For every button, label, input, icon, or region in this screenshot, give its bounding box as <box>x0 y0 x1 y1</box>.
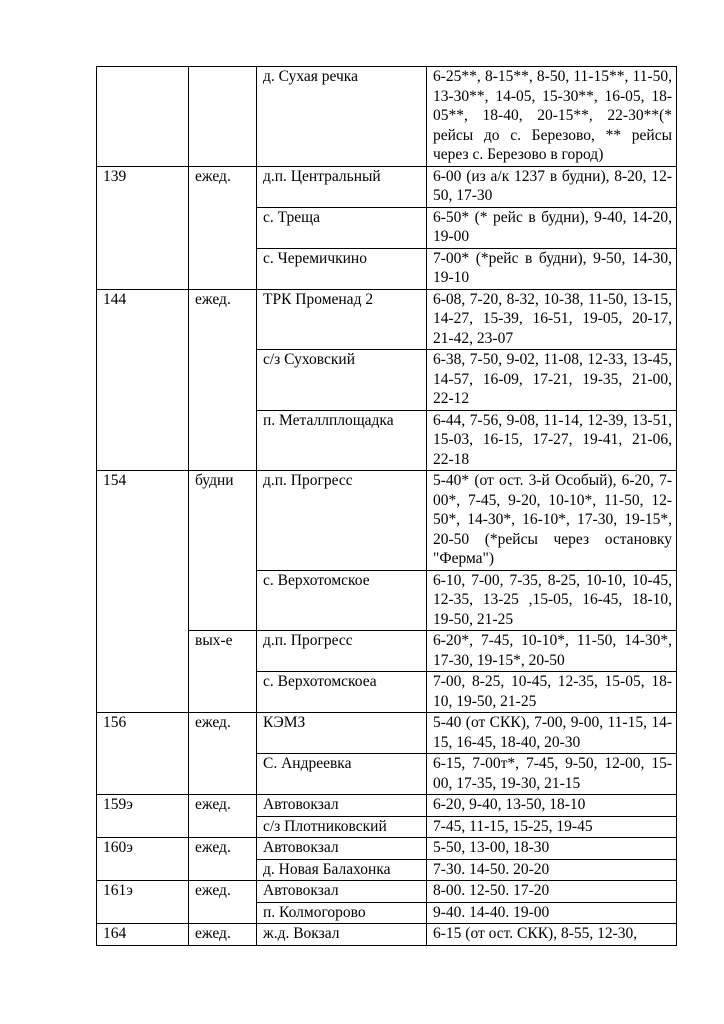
table-row <box>97 924 677 946</box>
days-cell: ежед. <box>189 924 257 946</box>
table-row <box>97 838 677 860</box>
times-cell: 6-44, 7-56, 9-08, 11-14, 12-39, 13-51, 15-03, 16-15, 17-27, 19-41, 21-06, 22-18 <box>427 410 677 471</box>
times-cell: 6-25**, 8-15**, 8-50, 11-15**, 11-50, 13-30**, 14-05, 15-30**, 16-05, 18-05**, 18-40, 20-15**, 22-30**(* рейсы до с. Березово, ** рейсы через с. Березово в город) <box>427 67 677 167</box>
stop-cell: д. Сухая речка <box>257 67 427 167</box>
route-cell: 160э <box>97 838 189 881</box>
bus-schedule-table <box>96 66 677 946</box>
times-cell: 6-08, 7-20, 8-32, 10-38, 11-50, 13-15, 14-27, 15-39, 16-51, 19-05, 20-17, 21-42, 23-07 <box>427 289 677 350</box>
stop-cell: КЭМЗ <box>257 713 427 754</box>
times-cell: 7-30. 14-50. 20-20 <box>427 859 677 881</box>
stop-cell: п. Колмогорово <box>257 902 427 924</box>
route-cell: 161э <box>97 881 189 924</box>
stop-cell: с. Черемичкино <box>257 248 427 289</box>
stop-cell: с. Верхотомское <box>257 570 427 631</box>
stop-cell: с/з Плотниковский <box>257 816 427 838</box>
stop-cell: ж.д. Вокзал <box>257 924 427 946</box>
days-cell: ежед. <box>189 881 257 924</box>
days-cell: ежед. <box>189 289 257 471</box>
stop-cell: ТРК Променад 2 <box>257 289 427 350</box>
times-cell: 6-50* (* рейс в будни), 9-40, 14-20, 19-00 <box>427 207 677 248</box>
route-cell <box>97 67 189 167</box>
stop-cell: Автовокзал <box>257 881 427 903</box>
route-cell: 156 <box>97 713 189 795</box>
times-cell: 5-40* (от ост. 3-й Особый), 6-20, 7-00*, 7-45, 9-20, 10-10*, 11-50, 12-50*, 14-30*, 16-10*, 17-30, 19-15*, 20-50 (*рейсы через остановку "Ферма") <box>427 471 677 571</box>
stop-cell: д. Новая Балахонка <box>257 859 427 881</box>
times-cell: 5-50, 13-00, 18-30 <box>427 838 677 860</box>
days-cell: будни <box>189 471 257 631</box>
table-row <box>97 881 677 903</box>
stop-cell: С. Андреевка <box>257 754 427 795</box>
times-cell: 6-38, 7-50, 9-02, 11-08, 12-33, 13-45, 14-57, 16-09, 17-21, 19-35, 21-00, 22-12 <box>427 350 677 411</box>
times-cell: 8-00. 12-50. 17-20 <box>427 881 677 903</box>
days-cell <box>189 67 257 167</box>
times-cell: 6-20*, 7-45, 10-10*, 11-50, 14-30*, 17-30, 19-15*, 20-50 <box>427 631 677 672</box>
table-row <box>97 713 677 754</box>
table-row <box>97 67 677 167</box>
stop-cell: с. Верхотомскоеа <box>257 672 427 713</box>
stop-cell: с/з Суховский <box>257 350 427 411</box>
route-cell: 139 <box>97 166 189 289</box>
days-cell: вых-е <box>189 631 257 713</box>
route-cell: 164 <box>97 924 189 946</box>
times-cell: 7-00* (*рейс в будни), 9-50, 14-30, 19-10 <box>427 248 677 289</box>
table-row <box>97 289 677 350</box>
days-cell: ежед. <box>189 713 257 795</box>
table-row <box>97 795 677 817</box>
table-row <box>97 471 677 571</box>
days-cell: ежед. <box>189 838 257 881</box>
stop-cell: д.п. Центральный <box>257 166 427 207</box>
stop-cell: д.п. Прогресс <box>257 471 427 571</box>
times-cell: 7-00, 8-25, 10-45, 12-35, 15-05, 18-10, 19-50, 21-25 <box>427 672 677 713</box>
route-cell: 144 <box>97 289 189 471</box>
times-cell: 6-20, 9-40, 13-50, 18-10 <box>427 795 677 817</box>
days-cell: ежед. <box>189 166 257 289</box>
times-cell: 5-40 (от СКК), 7-00, 9-00, 11-15, 14-15, 16-45, 18-40, 20-30 <box>427 713 677 754</box>
days-cell: ежед. <box>189 795 257 838</box>
times-cell: 6-00 (из а/к 1237 в будни), 8-20, 12-50, 17-30 <box>427 166 677 207</box>
route-cell: 159э <box>97 795 189 838</box>
times-cell: 9-40. 14-40. 19-00 <box>427 902 677 924</box>
stop-cell: с. Треща <box>257 207 427 248</box>
route-cell: 154 <box>97 471 189 713</box>
stop-cell: Автовокзал <box>257 838 427 860</box>
stop-cell: д.п. Прогресс <box>257 631 427 672</box>
stop-cell: п. Металлплощадка <box>257 410 427 471</box>
table-row <box>97 166 677 207</box>
stop-cell: Автовокзал <box>257 795 427 817</box>
times-cell: 6-15 (от ост. СКК), 8-55, 12-30, <box>427 924 677 946</box>
times-cell: 7-45, 11-15, 15-25, 19-45 <box>427 816 677 838</box>
times-cell: 6-10, 7-00, 7-35, 8-25, 10-10, 10-45, 12-35, 13-25 ,15-05, 16-45, 18-10, 19-50, 21-25 <box>427 570 677 631</box>
times-cell: 6-15, 7-00т*, 7-45, 9-50, 12-00, 15-00, 17-35, 19-30, 21-15 <box>427 754 677 795</box>
